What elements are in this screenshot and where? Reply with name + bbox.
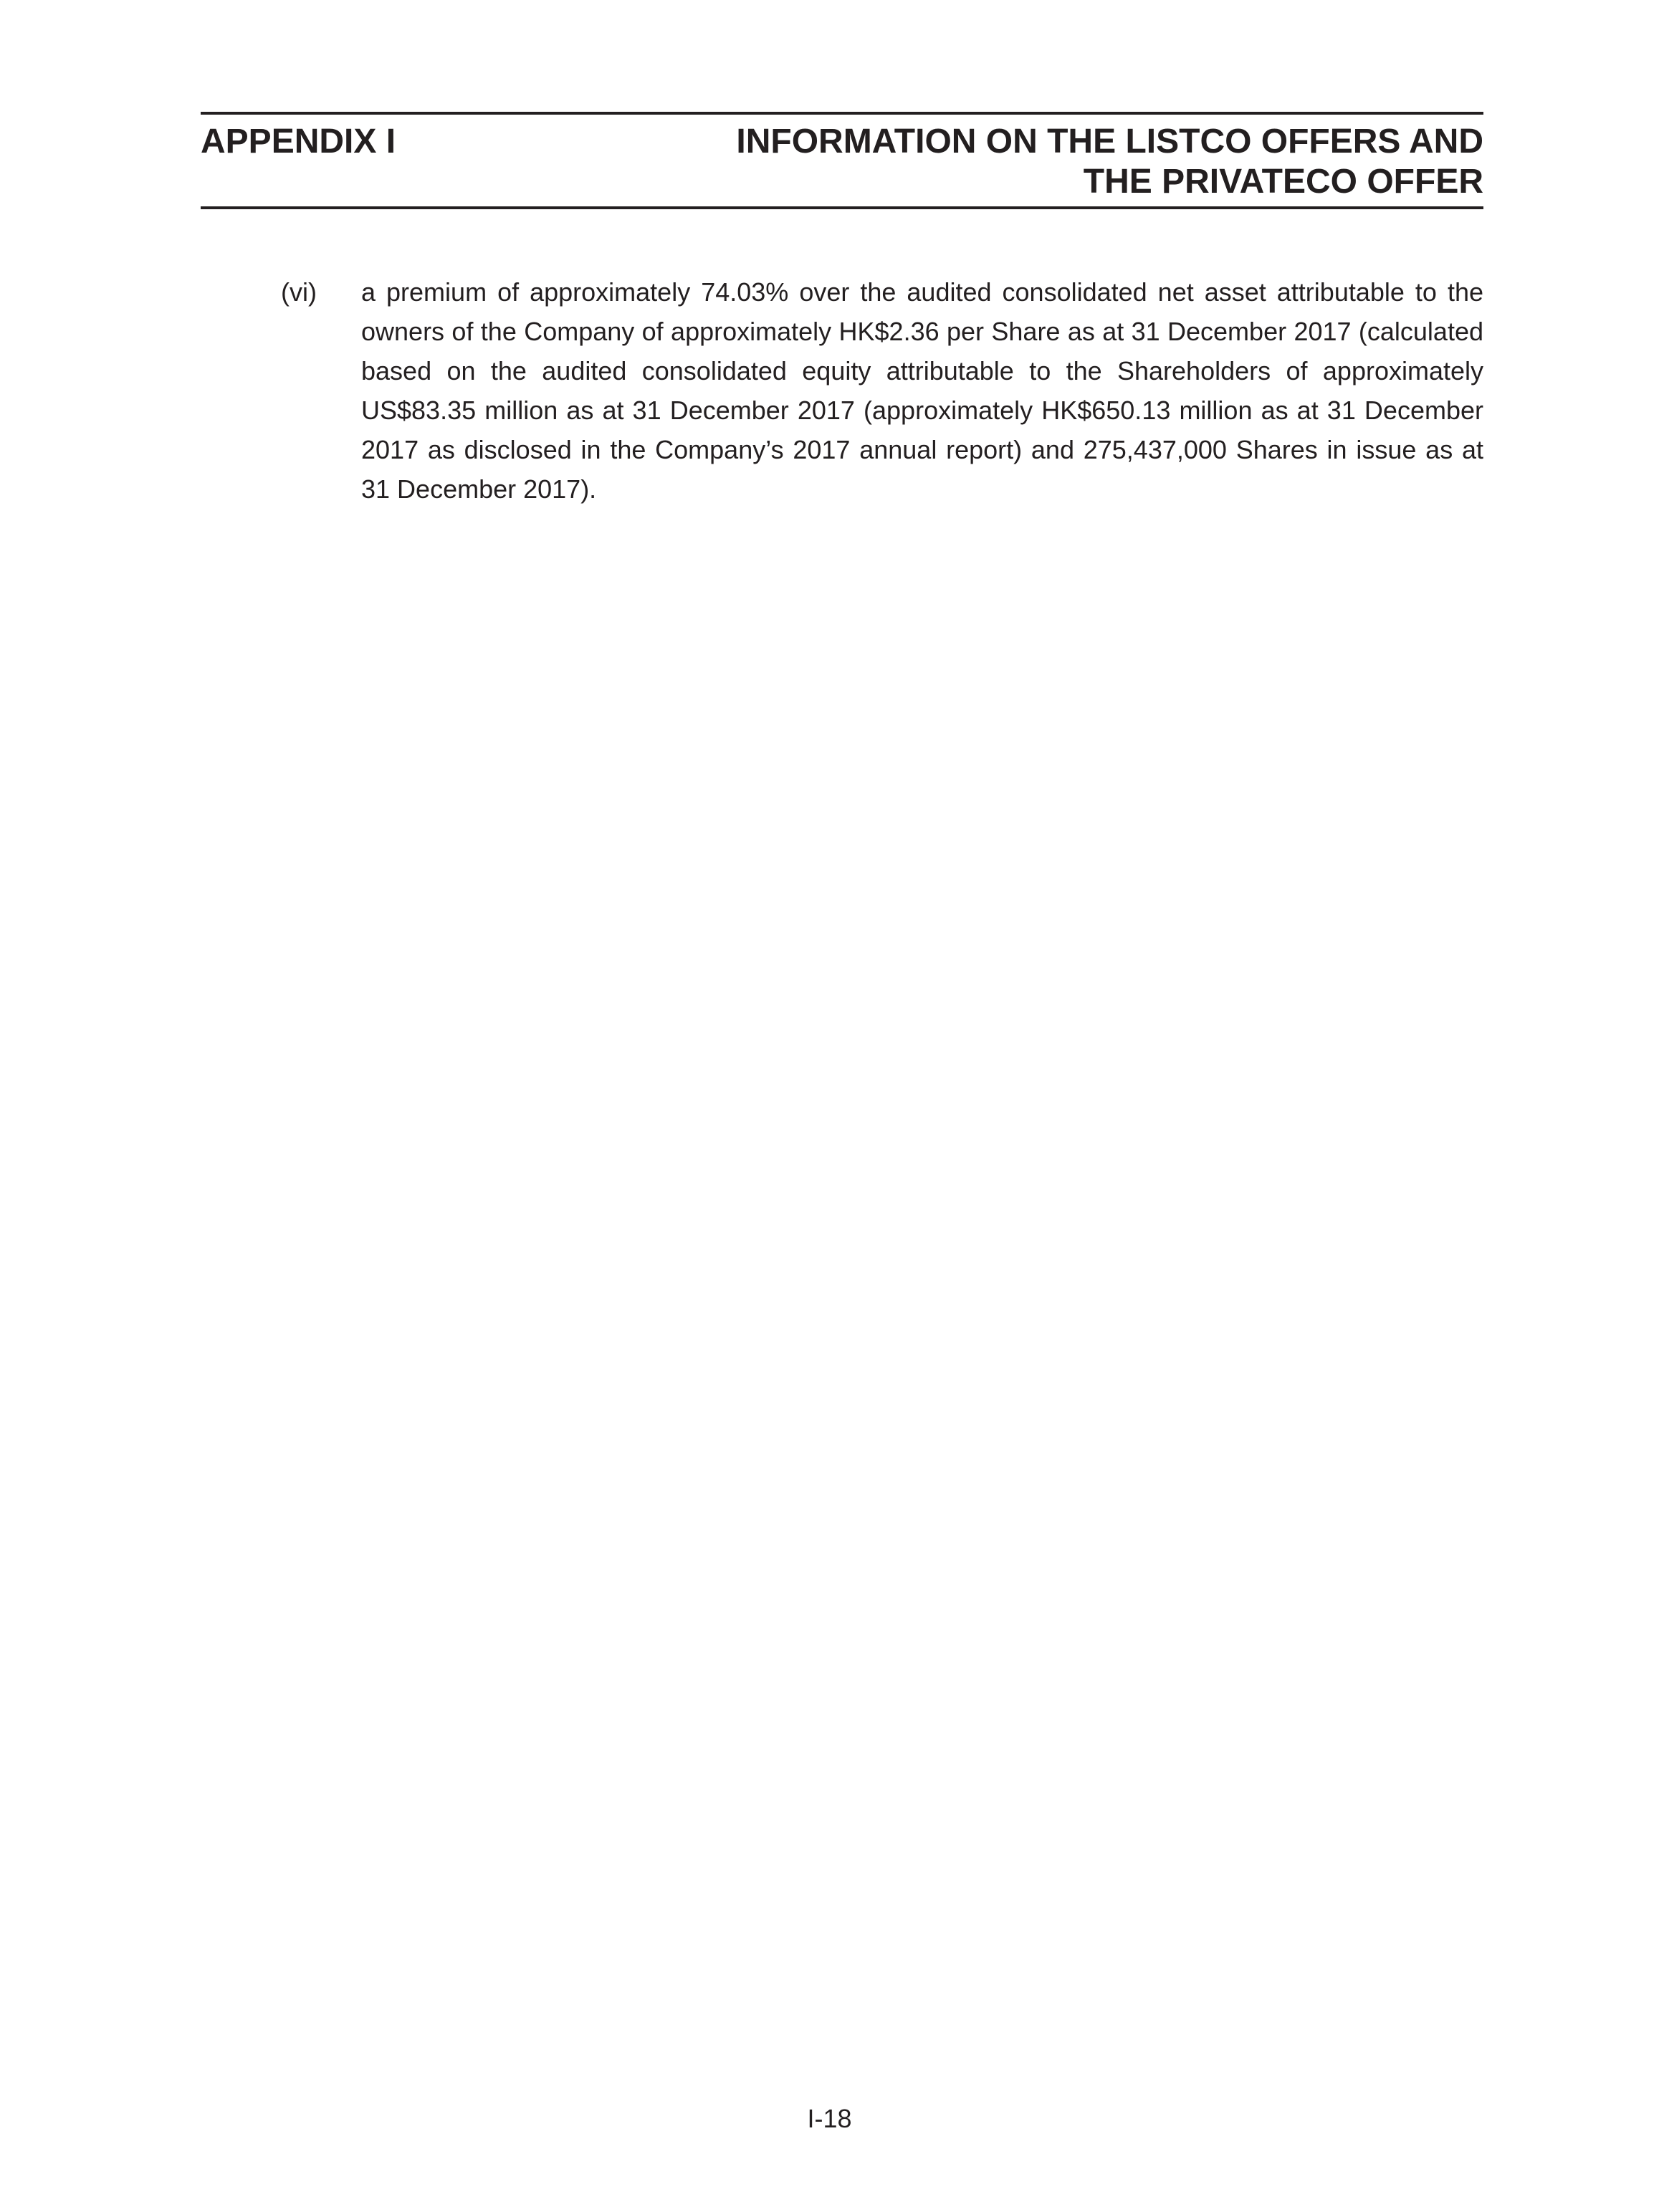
section-title-line-2: THE PRIVATECO OFFER bbox=[1083, 163, 1483, 201]
item-paragraph: a premium of approximately 74.03% over the audited consolidated net asset attributable to the owners of the Company of approximately HK$2.36 per Share as at 31 December 2017 (calculated based on the audited consolidated equity attributable to the Shareholders of approximately US$83.35 million as at 31 December 2017 (approximately HK$650.13 million as at 31 December 2017 as disclosed in the Company’s 2017 annual report) and 275,437,000 Shares in issue as at 31 December 2017). bbox=[361, 277, 1483, 504]
item-label: (vi) bbox=[281, 277, 317, 307]
page-number: I-18 bbox=[807, 2104, 852, 2133]
page-header bbox=[201, 112, 1483, 209]
section-title-line-1: INFORMATION ON THE LISTCO OFFERS AND bbox=[736, 123, 1483, 161]
section-title bbox=[736, 122, 1483, 202]
appendix-label: APPENDIX I bbox=[201, 123, 396, 161]
